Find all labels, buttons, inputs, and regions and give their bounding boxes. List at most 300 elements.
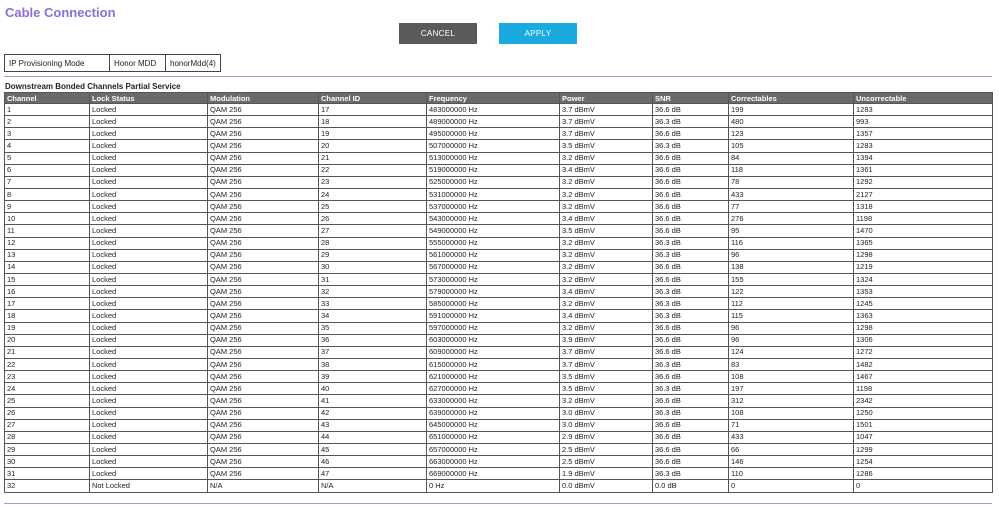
table-row	[5, 419, 993, 431]
table-cell: QAM 256	[208, 407, 319, 419]
table-cell: QAM 256	[208, 468, 319, 480]
table-row	[5, 201, 993, 213]
table-cell: 549000000 Hz	[427, 225, 560, 237]
table-cell: QAM 256	[208, 213, 319, 225]
table-cell: 3.7 dBmV	[560, 104, 653, 116]
table-cell: 3.5 dBmV	[560, 383, 653, 395]
provisioning-label: IP Provisioning Mode	[5, 55, 110, 72]
table-cell: 3.9 dBmV	[560, 334, 653, 346]
table-cell: 480	[729, 116, 854, 128]
table-cell: Locked	[90, 298, 208, 310]
table-row	[5, 298, 993, 310]
table-cell: 3.0 dBmV	[560, 419, 653, 431]
table-cell: 122	[729, 286, 854, 298]
table-cell: 110	[729, 468, 854, 480]
table-cell: 17	[319, 104, 427, 116]
table-row	[5, 128, 993, 140]
table-cell: 33	[319, 298, 427, 310]
table-cell: 3.7 dBmV	[560, 128, 653, 140]
table-cell: Locked	[90, 419, 208, 431]
table-cell: 36.6 dB	[653, 261, 729, 273]
table-cell: 36.3 dB	[653, 358, 729, 370]
table-cell: 591000000 Hz	[427, 310, 560, 322]
table-cell: 603000000 Hz	[427, 334, 560, 346]
table-cell: 36.3 dB	[653, 286, 729, 298]
table-cell: 96	[729, 334, 854, 346]
table-row	[5, 383, 993, 395]
table-cell: Locked	[90, 383, 208, 395]
table-cell: 483000000 Hz	[427, 104, 560, 116]
table-cell: QAM 256	[208, 371, 319, 383]
table-row	[5, 116, 993, 128]
table-cell: QAM 256	[208, 201, 319, 213]
table-cell: 555000000 Hz	[427, 237, 560, 249]
table-cell: 36.6 dB	[653, 322, 729, 334]
table-row	[5, 152, 993, 164]
table-cell: 543000000 Hz	[427, 213, 560, 225]
table-cell: 4	[5, 140, 90, 152]
table-cell: 44	[319, 431, 427, 443]
table-cell: QAM 256	[208, 431, 319, 443]
table-cell: 609000000 Hz	[427, 346, 560, 358]
table-cell: N/A	[208, 480, 319, 492]
table-cell: 1365	[854, 237, 993, 249]
provisioning-row	[5, 55, 221, 72]
table-cell: 20	[5, 334, 90, 346]
table-cell: 3.2 dBmV	[560, 261, 653, 273]
table-cell: 1318	[854, 201, 993, 213]
table-cell: 36.6 dB	[653, 104, 729, 116]
table-cell: 3.5 dBmV	[560, 225, 653, 237]
table-cell: 1219	[854, 261, 993, 273]
table-cell: Locked	[90, 176, 208, 188]
table-cell: 1324	[854, 273, 993, 285]
table-cell: QAM 256	[208, 140, 319, 152]
table-cell: 108	[729, 371, 854, 383]
table-cell: Locked	[90, 443, 208, 455]
table-row	[5, 371, 993, 383]
table-cell: QAM 256	[208, 358, 319, 370]
table-cell: 83	[729, 358, 854, 370]
table-cell: QAM 256	[208, 286, 319, 298]
table-cell: 45	[319, 443, 427, 455]
table-cell: 36.6 dB	[653, 201, 729, 213]
table-cell: 6	[5, 164, 90, 176]
table-cell: 3.2 dBmV	[560, 176, 653, 188]
table-cell: Locked	[90, 128, 208, 140]
table-cell: 28	[5, 431, 90, 443]
table-cell: QAM 256	[208, 346, 319, 358]
column-header: SNR	[653, 93, 729, 104]
table-cell: Locked	[90, 286, 208, 298]
table-cell: 15	[5, 273, 90, 285]
table-row	[5, 104, 993, 116]
table-cell: 645000000 Hz	[427, 419, 560, 431]
table-row	[5, 456, 993, 468]
table-cell: Locked	[90, 249, 208, 261]
downstream-channels-table	[4, 92, 993, 493]
table-cell: 1.9 dBmV	[560, 468, 653, 480]
table-cell: 66	[729, 443, 854, 455]
table-cell: 36.3 dB	[653, 298, 729, 310]
table-cell: 36.3 dB	[653, 383, 729, 395]
table-cell: 651000000 Hz	[427, 431, 560, 443]
table-cell: 561000000 Hz	[427, 249, 560, 261]
table-cell: 573000000 Hz	[427, 273, 560, 285]
table-cell: 39	[319, 371, 427, 383]
table-cell: 2	[5, 116, 90, 128]
table-cell: 199	[729, 104, 854, 116]
table-cell: 20	[319, 140, 427, 152]
table-row	[5, 237, 993, 249]
table-cell: 3.5 dBmV	[560, 140, 653, 152]
table-cell: 43	[319, 419, 427, 431]
table-cell: 155	[729, 273, 854, 285]
column-header: Channel ID	[319, 93, 427, 104]
table-cell: 1482	[854, 358, 993, 370]
table-cell: 42	[319, 407, 427, 419]
table-cell: 3.2 dBmV	[560, 322, 653, 334]
table-cell: 105	[729, 140, 854, 152]
table-cell: 1198	[854, 213, 993, 225]
table-cell: 18	[5, 310, 90, 322]
table-cell: 3.5 dBmV	[560, 371, 653, 383]
column-header: Modulation	[208, 93, 319, 104]
table-cell: 1	[5, 104, 90, 116]
table-cell: QAM 256	[208, 395, 319, 407]
table-cell: 22	[319, 164, 427, 176]
table-cell: 36.6 dB	[653, 334, 729, 346]
table-cell: QAM 256	[208, 322, 319, 334]
table-row	[5, 176, 993, 188]
table-cell: 36.6 dB	[653, 164, 729, 176]
column-header: Uncorrectable	[854, 93, 993, 104]
bottom-divider	[4, 503, 992, 504]
table-cell: 36.6 dB	[653, 419, 729, 431]
table-cell: 197	[729, 383, 854, 395]
table-cell: 525000000 Hz	[427, 176, 560, 188]
column-header: Frequency	[427, 93, 560, 104]
table-cell: 108	[729, 407, 854, 419]
table-row	[5, 188, 993, 200]
table-cell: QAM 256	[208, 164, 319, 176]
table-cell: 2342	[854, 395, 993, 407]
table-cell: 36.3 dB	[653, 116, 729, 128]
table-row	[5, 358, 993, 370]
table-cell: 36.6 dB	[653, 443, 729, 455]
table-cell: 3.2 dBmV	[560, 395, 653, 407]
table-cell: 669000000 Hz	[427, 468, 560, 480]
table-cell: 26	[319, 213, 427, 225]
table-cell: 96	[729, 322, 854, 334]
table-cell: 0.0 dB	[653, 480, 729, 492]
table-cell: Locked	[90, 310, 208, 322]
table-cell: 3	[5, 128, 90, 140]
table-row	[5, 480, 993, 492]
table-row	[5, 261, 993, 273]
table-cell: QAM 256	[208, 188, 319, 200]
table-cell: 36.6 dB	[653, 213, 729, 225]
table-cell: 1245	[854, 298, 993, 310]
table-cell: 513000000 Hz	[427, 152, 560, 164]
table-cell: 1467	[854, 371, 993, 383]
table-cell: 433	[729, 431, 854, 443]
table-cell: Locked	[90, 371, 208, 383]
table-cell: Locked	[90, 358, 208, 370]
table-cell: 1250	[854, 407, 993, 419]
table-cell: 19	[319, 128, 427, 140]
table-cell: 585000000 Hz	[427, 298, 560, 310]
table-cell: 1047	[854, 431, 993, 443]
table-cell: Locked	[90, 116, 208, 128]
table-cell: 519000000 Hz	[427, 164, 560, 176]
table-cell: 627000000 Hz	[427, 383, 560, 395]
table-row	[5, 407, 993, 419]
table-cell: 615000000 Hz	[427, 358, 560, 370]
table-cell: 3.2 dBmV	[560, 237, 653, 249]
table-cell: 36.3 dB	[653, 249, 729, 261]
table-cell: 118	[729, 164, 854, 176]
cancel-button[interactable]: CANCEL	[399, 23, 477, 44]
table-cell: Locked	[90, 468, 208, 480]
table-row	[5, 431, 993, 443]
table-cell: Locked	[90, 104, 208, 116]
table-cell: 3.0 dBmV	[560, 407, 653, 419]
table-cell: 78	[729, 176, 854, 188]
table-cell: 27	[5, 419, 90, 431]
table-cell: Locked	[90, 152, 208, 164]
table-cell: 30	[319, 261, 427, 273]
table-cell: 3.4 dBmV	[560, 164, 653, 176]
table-cell: 38	[319, 358, 427, 370]
table-cell: QAM 256	[208, 237, 319, 249]
table-cell: 3.2 dBmV	[560, 298, 653, 310]
table-cell: 663000000 Hz	[427, 456, 560, 468]
table-row	[5, 164, 993, 176]
table-cell: 1283	[854, 104, 993, 116]
table-cell: 123	[729, 128, 854, 140]
table-cell: 1361	[854, 164, 993, 176]
table-cell: 41	[319, 395, 427, 407]
table-cell: 36.6 dB	[653, 225, 729, 237]
table-cell: 3.2 dBmV	[560, 249, 653, 261]
table-cell: Locked	[90, 225, 208, 237]
table-cell: 3.2 dBmV	[560, 201, 653, 213]
table-cell: 27	[319, 225, 427, 237]
table-cell: 28	[319, 237, 427, 249]
table-cell: 433	[729, 188, 854, 200]
provisioning-table	[4, 54, 221, 72]
table-cell: 24	[5, 383, 90, 395]
table-cell: QAM 256	[208, 128, 319, 140]
table-cell: 3.4 dBmV	[560, 310, 653, 322]
downstream-section-title: Downstream Bonded Channels Partial Service	[5, 82, 181, 91]
table-cell: Locked	[90, 201, 208, 213]
table-cell: QAM 256	[208, 443, 319, 455]
table-row	[5, 140, 993, 152]
table-row	[5, 322, 993, 334]
table-cell: 36.3 dB	[653, 310, 729, 322]
table-cell: 22	[5, 358, 90, 370]
table-cell: 1298	[854, 249, 993, 261]
table-cell: N/A	[319, 480, 427, 492]
table-cell: 639000000 Hz	[427, 407, 560, 419]
table-cell: 507000000 Hz	[427, 140, 560, 152]
table-cell: Locked	[90, 407, 208, 419]
table-cell: 993	[854, 116, 993, 128]
table-cell: 36.6 dB	[653, 152, 729, 164]
table-cell: 1298	[854, 322, 993, 334]
table-cell: 26	[5, 407, 90, 419]
table-cell: Locked	[90, 164, 208, 176]
table-cell: 36.6 dB	[653, 176, 729, 188]
table-cell: 1198	[854, 383, 993, 395]
provisioning-value: honorMdd(4)	[166, 55, 221, 72]
table-row	[5, 346, 993, 358]
table-cell: QAM 256	[208, 249, 319, 261]
table-cell: 0	[729, 480, 854, 492]
table-cell: 124	[729, 346, 854, 358]
table-cell: 0	[854, 480, 993, 492]
table-cell: 34	[319, 310, 427, 322]
table-cell: QAM 256	[208, 176, 319, 188]
table-cell: 95	[729, 225, 854, 237]
table-cell: 1286	[854, 468, 993, 480]
table-cell: 1292	[854, 176, 993, 188]
table-cell: 25	[5, 395, 90, 407]
table-cell: QAM 256	[208, 298, 319, 310]
table-cell: Locked	[90, 140, 208, 152]
table-cell: 537000000 Hz	[427, 201, 560, 213]
table-cell: 18	[319, 116, 427, 128]
table-cell: 11	[5, 225, 90, 237]
table-cell: 3.2 dBmV	[560, 152, 653, 164]
table-cell: QAM 256	[208, 456, 319, 468]
table-cell: 1283	[854, 140, 993, 152]
table-cell: Locked	[90, 334, 208, 346]
table-cell: 0.0 dBmV	[560, 480, 653, 492]
table-cell: 12	[5, 237, 90, 249]
table-cell: 36.3 dB	[653, 407, 729, 419]
column-header: Correctables	[729, 93, 854, 104]
table-cell: 36.3 dB	[653, 237, 729, 249]
table-cell: 1357	[854, 128, 993, 140]
table-cell: 3.2 dBmV	[560, 188, 653, 200]
table-cell: 3.7 dBmV	[560, 346, 653, 358]
table-cell: 10	[5, 213, 90, 225]
table-cell: 567000000 Hz	[427, 261, 560, 273]
table-cell: 579000000 Hz	[427, 286, 560, 298]
table-cell: 138	[729, 261, 854, 273]
table-cell: 23	[319, 176, 427, 188]
column-header: Lock Status	[90, 93, 208, 104]
table-cell: 17	[5, 298, 90, 310]
table-cell: 36.6 dB	[653, 456, 729, 468]
table-row	[5, 213, 993, 225]
table-cell: 2127	[854, 188, 993, 200]
table-cell: 1306	[854, 334, 993, 346]
table-cell: 657000000 Hz	[427, 443, 560, 455]
table-cell: 3.4 dBmV	[560, 213, 653, 225]
table-cell: 1353	[854, 286, 993, 298]
table-cell: QAM 256	[208, 104, 319, 116]
table-cell: 495000000 Hz	[427, 128, 560, 140]
table-cell: 23	[5, 371, 90, 383]
table-cell: 621000000 Hz	[427, 371, 560, 383]
table-cell: 71	[729, 419, 854, 431]
table-cell: QAM 256	[208, 310, 319, 322]
table-cell: 31	[319, 273, 427, 285]
table-cell: 29	[319, 249, 427, 261]
table-cell: 35	[319, 322, 427, 334]
table-cell: 0 Hz	[427, 480, 560, 492]
table-cell: 36.3 dB	[653, 140, 729, 152]
table-cell: Locked	[90, 322, 208, 334]
table-cell: 489000000 Hz	[427, 116, 560, 128]
table-cell: 312	[729, 395, 854, 407]
table-cell: 3.4 dBmV	[560, 286, 653, 298]
apply-button[interactable]: APPLY	[499, 23, 577, 44]
table-cell: 115	[729, 310, 854, 322]
table-cell: 7	[5, 176, 90, 188]
table-cell: 36.6 dB	[653, 128, 729, 140]
table-cell: 32	[5, 480, 90, 492]
table-cell: QAM 256	[208, 273, 319, 285]
table-cell: 36.3 dB	[653, 468, 729, 480]
table-cell: 1272	[854, 346, 993, 358]
table-cell: Locked	[90, 346, 208, 358]
table-cell: QAM 256	[208, 261, 319, 273]
table-row	[5, 395, 993, 407]
table-cell: QAM 256	[208, 116, 319, 128]
table-cell: 3.7 dBmV	[560, 116, 653, 128]
table-cell: 146	[729, 456, 854, 468]
table-cell: 29	[5, 443, 90, 455]
table-cell: 36.6 dB	[653, 188, 729, 200]
provisioning-mode: Honor MDD	[110, 55, 166, 72]
table-row	[5, 273, 993, 285]
table-cell: Locked	[90, 261, 208, 273]
table-cell: QAM 256	[208, 419, 319, 431]
table-cell: 21	[319, 152, 427, 164]
table-cell: 40	[319, 383, 427, 395]
table-cell: 36.6 dB	[653, 395, 729, 407]
table-cell: 84	[729, 152, 854, 164]
table-cell: 2.5 dBmV	[560, 443, 653, 455]
table-cell: Locked	[90, 213, 208, 225]
table-cell: 36.6 dB	[653, 273, 729, 285]
table-cell: Locked	[90, 273, 208, 285]
table-cell: 36.6 dB	[653, 346, 729, 358]
table-cell: 37	[319, 346, 427, 358]
table-cell: 36.6 dB	[653, 371, 729, 383]
table-cell: 2.5 dBmV	[560, 456, 653, 468]
table-row	[5, 249, 993, 261]
table-cell: 276	[729, 213, 854, 225]
section-divider	[4, 76, 992, 77]
table-cell: QAM 256	[208, 152, 319, 164]
table-cell: 36	[319, 334, 427, 346]
table-cell: 8	[5, 188, 90, 200]
table-cell: 31	[5, 468, 90, 480]
table-cell: Not Locked	[90, 480, 208, 492]
table-cell: 1363	[854, 310, 993, 322]
table-cell: 32	[319, 286, 427, 298]
table-cell: 19	[5, 322, 90, 334]
table-cell: 1394	[854, 152, 993, 164]
column-header: Channel	[5, 93, 90, 104]
table-cell: 3.7 dBmV	[560, 358, 653, 370]
